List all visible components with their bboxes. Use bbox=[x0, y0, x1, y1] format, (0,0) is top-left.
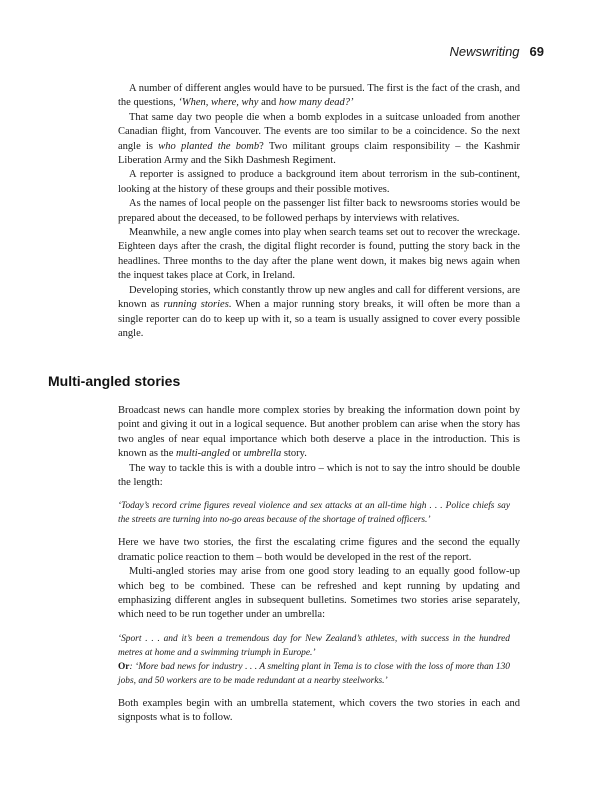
section-heading: Multi-angled stories bbox=[48, 373, 181, 389]
quote-text: ‘Sport . . . and it’s been a tremendous day for New Zealand’s athletes, with success in the hundred metres at home and a swimming triumph in Europe.’ bbox=[118, 633, 510, 658]
paragraph: Both examples begin with an umbrella statement, which covers the two stories in each and signposts what is to follow. bbox=[118, 697, 520, 724]
page-number: 69 bbox=[529, 44, 544, 59]
running-header bbox=[449, 44, 544, 59]
paragraph: Developing stories, which constantly throw up new angles and call for different versions, are known as running stories. When a major running story breaks, it will often be more than a single reporter can do to keep up with it, so a team is usually assigned to cover every possible angle. bbox=[118, 284, 520, 339]
section-title: Newswriting bbox=[449, 44, 520, 59]
paragraph: Meanwhile, a new angle comes into play when search teams set out to recover the wreckage. Eighteen days after the crash, the digital flight recorder is found, putting the story back in the headlines. Three months to the day after the plane went down, it makes big news again when the inquest takes place at Cork, in Ireland. bbox=[118, 227, 520, 282]
paragraph: Broadcast news can handle more complex stories by breaking the information down point by point and giving it out in a logical sequence. But another problem can arise when the story has two angles of near equal importance which both deserve a place in the introduction. This is known as the multi-angled or umbrella story. bbox=[118, 405, 520, 460]
paragraph: That same day two people die when a bomb explodes in a suitcase unloaded from another Canadian flight, from Vancouver. The events are too similar to be a coincidence. So the next angle is who planted the bomb? Two militant groups claim responsibility – the Kashmir Liberation Army and the Sikh Dashmesh Regiment. bbox=[118, 111, 520, 167]
emphasis: ‘When, where, why bbox=[178, 97, 259, 109]
quote-text bbox=[118, 660, 510, 688]
paragraph: A number of different angles would have to be pursued. The first is the fact of the crash, and the questions, ‘When, where, why and how many dead?’ bbox=[118, 83, 520, 109]
emphasis: who planted the bomb bbox=[158, 140, 260, 152]
paragraph: Multi-angled stories may arise from one good story leading to an equally good follow-up which beg to be combined. These can be refreshed and kept running by updating and emphasizing different angles in subsequent bulletins. Sometimes two stories arise separately, which need to be run together under an umbrella: bbox=[118, 566, 520, 621]
body-text-block bbox=[118, 82, 520, 341]
paragraph: As the names of local people on the passenger list filter back to newsrooms stories would be prepared about the deceased, to be followed perhaps by interviews with relatives. bbox=[118, 198, 520, 224]
paragraph: A reporter is assigned to produce a background item about terrorism in the sub-continent, looking at the history of these groups and their possible motives. bbox=[118, 169, 520, 195]
emphasis: umbrella bbox=[243, 448, 282, 460]
or-label: Or bbox=[118, 661, 130, 672]
example-quote bbox=[118, 499, 510, 527]
emphasis: how many dead?’ bbox=[278, 97, 354, 109]
quote-text: ‘Today’s record crime figures reveal violence and sex attacks at an all-time high . . . Police chiefs say the streets are turning into no-go areas because of the shortage of trained officers.’ bbox=[118, 501, 510, 526]
paragraph: Here we have two stories, the first the escalating crime figures and the second the equally dramatic police reaction to them – both would be developed in the rest of the report. bbox=[118, 537, 520, 563]
example-quote bbox=[118, 632, 510, 688]
paragraph: The way to tackle this is with a double intro – which is not to say the intro should be double the length: bbox=[118, 462, 520, 489]
emphasis: multi-angled bbox=[176, 448, 230, 460]
emphasis: running stories bbox=[163, 299, 229, 311]
body-text-block bbox=[118, 404, 520, 726]
quote-continuation: : ‘More bad news for industry . . . A smelting plant in Tema is to close with the loss of more than 130 jobs, and 50 workers are to be made redundant at a nearby steelworks.’ bbox=[118, 661, 510, 686]
